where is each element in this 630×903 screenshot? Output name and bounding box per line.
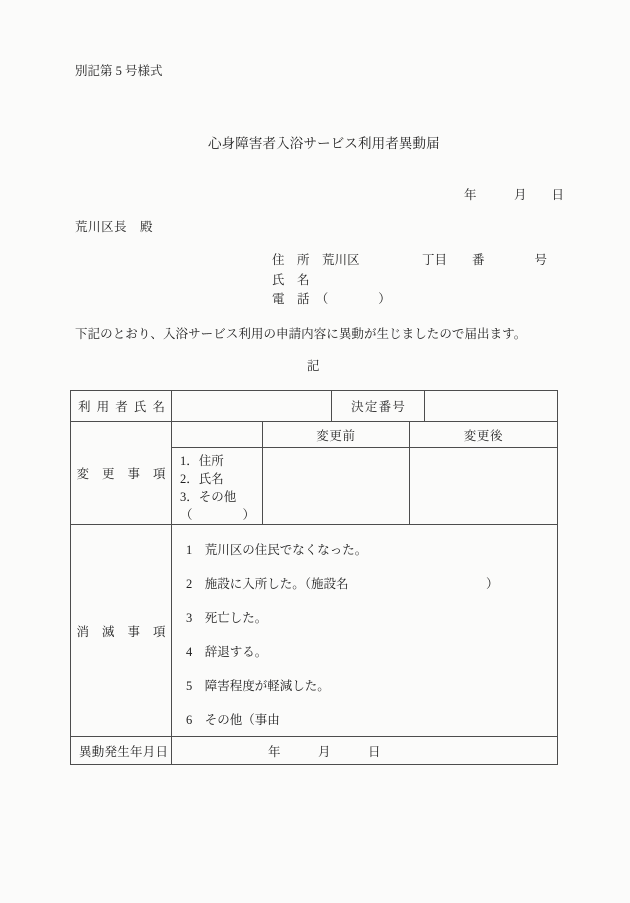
change-header-blank-cell xyxy=(172,422,262,447)
before-change-header: 変更前 xyxy=(262,422,409,447)
form-number: 別記第 5 号様式 xyxy=(75,64,163,78)
loss-item-facility: 2 施設に入所した。（施設名 ） xyxy=(186,577,499,591)
loss-item-disability-reduced: 5 障害程度が軽減した。 xyxy=(186,679,330,693)
change-items-list xyxy=(172,448,262,524)
change-item-address: 1．住所 xyxy=(180,454,224,468)
before-change-value-cell xyxy=(262,448,409,524)
sender-block xyxy=(272,251,547,310)
addressee-line: 荒川区長 殿 xyxy=(75,220,154,234)
loss-item-other-reason: 6 その他（事由 xyxy=(186,713,280,727)
change-section-label-cell xyxy=(71,422,179,524)
section-mark: 記 xyxy=(307,359,320,373)
loss-items-list xyxy=(171,525,557,736)
occurrence-date-label: 異動発生年月日 xyxy=(79,744,169,759)
table-row-user-name xyxy=(71,391,557,421)
after-change-header: 変更後 xyxy=(409,422,557,447)
loss-item-deceased: 3 死亡した。 xyxy=(186,611,268,625)
loss-item-moved-out: 1 荒川区の住民でなくなった。 xyxy=(186,543,368,557)
date-blank-line: 年 月 日 xyxy=(464,188,565,202)
change-section-label: 変更事項 xyxy=(76,467,179,481)
user-name-label: 利用者氏名 xyxy=(78,400,172,414)
loss-item-withdraw: 4 辞退する。 xyxy=(186,645,268,659)
user-name-value-cell xyxy=(171,391,331,421)
table-row-occurrence-date xyxy=(71,736,557,764)
decision-number-label-cell xyxy=(331,391,424,421)
document-title: 心身障害者入浴サービス利用者異動届 xyxy=(208,136,440,151)
decision-number-value-cell xyxy=(424,391,557,421)
loss-section-label: 消滅事項 xyxy=(76,624,179,639)
sender-name-line: 氏 名 xyxy=(272,272,310,287)
change-section-grid xyxy=(171,422,557,524)
body-text: 下記のとおり、入浴サービス利用の申請内容に異動が生じましたので届出ます。 xyxy=(75,327,527,341)
after-change-value-cell xyxy=(409,448,557,524)
table-row-loss-section xyxy=(71,524,557,736)
occurrence-date-value-cell xyxy=(171,737,557,764)
table-row-change-section xyxy=(71,421,557,524)
loss-section-label-cell xyxy=(71,525,179,736)
change-header-row xyxy=(172,422,557,447)
change-items-row xyxy=(172,447,557,524)
notification-table xyxy=(70,390,558,765)
occurrence-date-blank: 年 月 日 xyxy=(268,744,381,759)
change-item-name: 2．氏名 xyxy=(180,472,224,486)
sender-address-line: 住 所 荒川区 丁目 番 号 xyxy=(272,253,548,267)
change-item-other-paren: （ ） xyxy=(180,508,256,522)
change-item-other: 3．その他 xyxy=(180,490,237,504)
sender-phone-line: 電 話 （ ） xyxy=(272,292,391,306)
decision-number-label: 決定番号 xyxy=(351,400,407,414)
user-name-label-cell xyxy=(71,391,171,421)
